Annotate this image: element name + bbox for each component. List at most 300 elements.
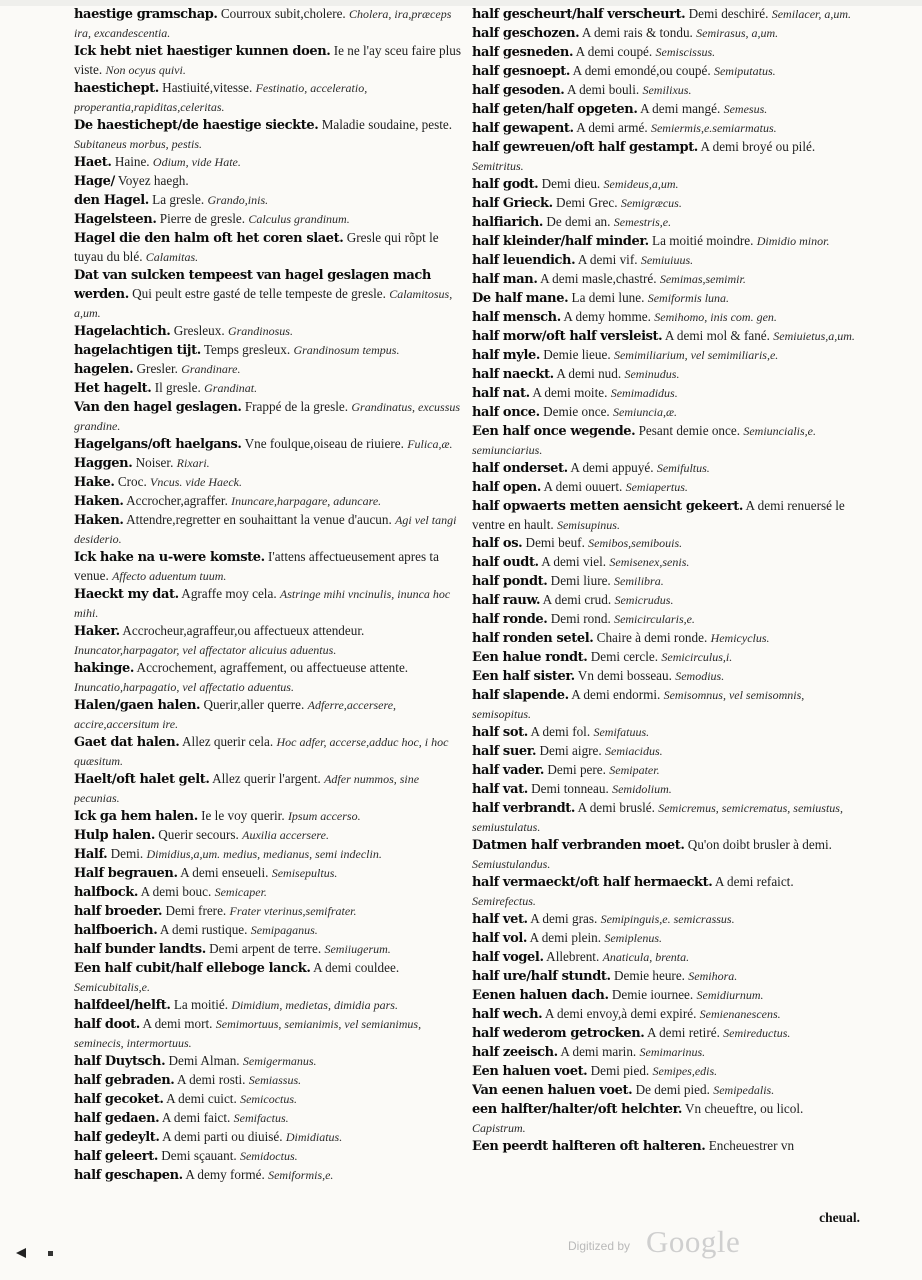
entry-latin: Semiustulandus.	[472, 857, 551, 871]
left-column	[74, 5, 462, 1185]
entry-french: A demi enseueli.	[180, 865, 269, 880]
entry-latin: Semideus,a,um.	[603, 177, 679, 191]
entry-french: A demi mort.	[142, 1016, 213, 1031]
entry-french: Courroux subit,cholere.	[220, 6, 346, 21]
dictionary-entry	[472, 667, 860, 686]
right-column	[472, 5, 860, 1156]
entry-headword: halfdeel/helft.	[74, 998, 171, 1013]
entry-headword: half gesneden.	[472, 45, 574, 60]
entry-latin: Vncus. vide Haeck.	[150, 475, 243, 489]
dictionary-entry	[472, 100, 860, 119]
entry-french: A demi vif.	[577, 252, 638, 267]
entry-latin: Semiuiuus.	[640, 253, 694, 267]
entry-latin: Semihora.	[688, 969, 738, 983]
entry-latin: Semicremus, semicrematus, semiustus, semiustulatus.	[472, 801, 843, 834]
entry-latin: Dimidiatus.	[285, 1130, 343, 1144]
entry-french: A demi marin.	[560, 1044, 637, 1059]
entry-latin: Semisenex,senis.	[609, 555, 690, 569]
dictionary-entry	[74, 1128, 462, 1147]
entry-latin: Semicircularis,e.	[614, 612, 695, 626]
entry-headword: half nat.	[472, 386, 530, 401]
entry-headword: half wech.	[472, 1007, 543, 1022]
entry-french: Demie lieue.	[543, 347, 611, 362]
entry-headword: half leuendich.	[472, 253, 576, 268]
dictionary-entry	[74, 492, 462, 511]
entry-french: Demi arpent de terre.	[209, 941, 322, 956]
entry-headword: hagelachtigen tijt.	[74, 343, 201, 358]
dictionary-entry	[472, 43, 860, 62]
entry-french: A demi bouc.	[140, 884, 212, 899]
entry-headword: half pondt.	[472, 574, 548, 589]
entry-headword: Haken.	[74, 513, 124, 528]
entry-french: Pesant demie once.	[638, 423, 741, 438]
entry-french: Demi dieu.	[541, 176, 601, 191]
entry-headword: half once.	[472, 405, 540, 420]
entry-headword: Half.	[74, 847, 108, 862]
entry-latin: Semicoctus.	[240, 1092, 298, 1106]
entry-latin: Calamitosus, a,um.	[74, 287, 453, 320]
entry-french: Accrochement, agraffement, ou affectueuse attente.	[136, 660, 409, 675]
dictionary-entry	[472, 478, 860, 497]
entry-latin: Grandinosus.	[227, 324, 293, 338]
dictionary-entry	[472, 403, 860, 422]
entry-latin: Semicaper.	[214, 885, 267, 899]
entry-latin: Semiuietus,a,um.	[773, 329, 855, 343]
entry-french: Noiser.	[135, 455, 174, 470]
entry-french: Gresle qui rõpt le tuyau du blé.	[74, 230, 439, 264]
dictionary-entry	[74, 659, 462, 696]
dictionary-entry	[74, 864, 462, 883]
entry-latin: Semireductus.	[723, 1026, 791, 1040]
entry-french: La moitié moindre.	[652, 233, 754, 248]
dictionary-entry	[74, 266, 462, 322]
entry-headword: half ronden setel.	[472, 631, 594, 646]
entry-latin: Semiacidus.	[605, 744, 663, 758]
entry-headword: Hage/	[74, 174, 115, 189]
entry-french: Gresler.	[136, 361, 178, 376]
dictionary-entry	[74, 454, 462, 473]
dictionary-entry	[472, 986, 860, 1005]
dictionary-entry	[472, 1100, 860, 1137]
entry-headword: half geschozen.	[472, 26, 580, 41]
entry-french: A demi renuersé le ventre en hault.	[472, 498, 845, 532]
dictionary-entry	[472, 1137, 860, 1156]
entry-french: Demi.	[110, 846, 144, 861]
dictionary-entry	[472, 365, 860, 384]
entry-headword: half oudt.	[472, 555, 539, 570]
entry-french: Demi aigre.	[539, 743, 602, 758]
entry-latin: Subitaneus morbus, pestis.	[74, 137, 203, 151]
entry-latin: Semisupinus.	[556, 518, 620, 532]
entry-headword: Haggen.	[74, 456, 133, 471]
dictionary-entry	[74, 435, 462, 454]
entry-latin: Grandinatus, excussus grandine.	[74, 400, 461, 433]
entry-headword: half wederom getrocken.	[472, 1026, 645, 1041]
dictionary-entry	[74, 770, 462, 807]
entry-french: Demi deschiré.	[688, 6, 769, 21]
arrow-marker-icon	[16, 1248, 26, 1258]
entry-french: A demi fol.	[530, 724, 591, 739]
dictionary-entry	[472, 384, 860, 403]
entry-latin: Semigermanus.	[242, 1054, 317, 1068]
entry-headword: Datmen half verbranden moet.	[472, 838, 685, 853]
dictionary-entry	[74, 1015, 462, 1052]
entry-french: A demi gras.	[530, 911, 598, 926]
entry-french: Allez querir cela.	[182, 734, 274, 749]
entry-french: A demi viel.	[541, 554, 607, 569]
entry-headword: Halen/gaen halen.	[74, 698, 201, 713]
entry-french: Maladie soudaine, peste.	[321, 117, 453, 132]
watermark-label: Digitized by	[568, 1239, 631, 1253]
entry-headword: Dat van sulcken tempeest van hagel geslagen mach werden.	[74, 268, 431, 302]
entry-french: A demi mol & fané.	[664, 328, 770, 343]
dictionary-entry	[472, 232, 860, 251]
dictionary-entry	[74, 5, 462, 42]
dictionary-entry	[472, 270, 860, 289]
entry-latin: Semipaganus.	[250, 923, 318, 937]
entry-headword: half morw/oft half versleist.	[472, 329, 663, 344]
entry-french: La moitié.	[173, 997, 229, 1012]
entry-french: Ie le voy querir.	[201, 808, 285, 823]
entry-french: Demi pied.	[590, 1063, 650, 1078]
dictionary-entry	[472, 799, 860, 836]
entry-latin: Semestris,e.	[613, 215, 672, 229]
entry-latin: Inuncatio,harpagatio, vel affectatio aduentus.	[74, 680, 294, 694]
entry-headword: De half mane.	[472, 291, 569, 306]
entry-french: A demi envoy,à demi expiré.	[544, 1006, 697, 1021]
entry-latin: Hemicyclus.	[710, 631, 770, 645]
dictionary-entry	[74, 940, 462, 959]
dictionary-entry	[472, 213, 860, 232]
entry-headword: half vat.	[472, 782, 528, 797]
entry-latin: Hoc adfer, accerse,adduc hoc, i hoc quæsitum.	[74, 735, 449, 768]
entry-headword: half gewreuen/oft half gestampt.	[472, 140, 698, 155]
entry-latin: Dimidius,a,um. medius, medianus, semi indeclin.	[146, 847, 382, 861]
entry-headword: half gedaen.	[74, 1111, 160, 1126]
entry-headword: half Grieck.	[472, 196, 553, 211]
entry-latin: Adferre,accersere, accire,accersitum ire.	[74, 698, 397, 731]
entry-headword: Haken.	[74, 494, 124, 509]
entry-headword: half mensch.	[472, 310, 561, 325]
entry-french: Demi liure.	[550, 573, 611, 588]
entry-headword: Een half sister.	[472, 669, 575, 684]
entry-latin: Semimarinus.	[639, 1045, 706, 1059]
entry-headword: half gesoden.	[472, 83, 565, 98]
entry-french: Ie ne l'ay sceu faire plus viste.	[74, 43, 461, 77]
entry-latin: Anaticula, brenta.	[602, 950, 690, 964]
entry-latin: Ipsum accerso.	[287, 809, 361, 823]
entry-french: A demi appuyé.	[570, 460, 654, 475]
dictionary-entry	[472, 1024, 860, 1043]
entry-latin: Semilibra.	[614, 574, 664, 588]
dictionary-entry	[472, 572, 860, 591]
dictionary-entry	[74, 511, 462, 548]
entry-french: A demi moite.	[532, 385, 608, 400]
entry-headword: half man.	[472, 272, 538, 287]
entry-latin: Semigræcus.	[620, 196, 682, 210]
entry-latin: Semiscissus.	[655, 45, 716, 59]
entry-french: Frappé de la gresle.	[244, 399, 349, 414]
entry-french: A demi broyé ou pilé.	[700, 139, 816, 154]
entry-latin: Semidoctus.	[239, 1149, 298, 1163]
entry-french: Haine.	[114, 154, 150, 169]
entry-latin: Semirasus, a,um.	[696, 26, 779, 40]
entry-headword: half suer.	[472, 744, 537, 759]
entry-french: De demi an.	[546, 214, 611, 229]
entry-french: Allez querir l'argent.	[212, 771, 321, 786]
entry-headword: half opwaerts metten aensicht gekeert.	[472, 499, 743, 514]
entry-headword: een halfter/halter/oft helchter.	[472, 1102, 682, 1117]
entry-french: A demi ouuert.	[543, 479, 623, 494]
entry-french: Demi Alman.	[168, 1053, 240, 1068]
entry-latin: Semimiliarium, vel semimiliaris,e.	[613, 348, 779, 362]
entry-french: Chaire à demi ronde.	[596, 630, 708, 645]
dictionary-entry	[472, 308, 860, 327]
entry-latin: Semibos,semibouis.	[588, 536, 683, 550]
entry-headword: Een halue rondt.	[472, 650, 588, 665]
entry-headword: Haeckt my dat.	[74, 587, 179, 602]
entry-french: A demi mangé.	[640, 101, 721, 116]
dictionary-entry	[74, 826, 462, 845]
dictionary-entry	[74, 153, 462, 172]
entry-headword: half onderset.	[472, 461, 568, 476]
entry-latin: Capistrum.	[472, 1121, 526, 1135]
entry-french: Qui peult estre gasté de telle tempeste de gresle.	[132, 286, 386, 301]
dictionary-entry	[74, 733, 462, 770]
entry-french: Demi pere.	[547, 762, 606, 777]
entry-headword: hagelen.	[74, 362, 134, 377]
entry-headword: Een half cubit/half elleboge lanck.	[74, 961, 311, 976]
entry-french: Il gresle.	[154, 380, 201, 395]
entry-headword: halfbock.	[74, 885, 139, 900]
entry-latin: Grandinosum tempus.	[293, 343, 400, 357]
entry-french: Pierre de gresle.	[159, 211, 246, 226]
dictionary-entry	[74, 921, 462, 940]
entry-latin: Semicirculus,i.	[661, 650, 733, 664]
entry-headword: half Duytsch.	[74, 1054, 166, 1069]
entry-latin: Semiermis,e.semiarmatus.	[650, 121, 777, 135]
entry-latin: Semimortuus, semianimis, vel semianimus, seminecis, intermortuus.	[74, 1017, 422, 1050]
entry-latin: Semifactus.	[233, 1111, 289, 1125]
entry-french: Vn cheueftre, ou licol.	[685, 1101, 804, 1116]
entry-headword: half bunder landts.	[74, 942, 206, 957]
dictionary-entry	[74, 398, 462, 435]
dictionary-entry	[472, 873, 860, 910]
entry-headword: half gecoket.	[74, 1092, 164, 1107]
dot-marker-icon	[48, 1251, 53, 1256]
entry-latin: Semipinguis,e. semicrassus.	[600, 912, 735, 926]
entry-latin: Semirefectus.	[472, 894, 536, 908]
entry-french: A demi emondé,ou coupé.	[572, 63, 711, 78]
dictionary-entry	[472, 138, 860, 175]
entry-latin: Non ocyus quivi.	[105, 63, 186, 77]
dictionary-entry	[74, 341, 462, 360]
entry-french: A demi faict.	[161, 1110, 231, 1125]
entry-headword: Hulp halen.	[74, 828, 155, 843]
dictionary-entry	[472, 948, 860, 967]
entry-headword: half doot.	[74, 1017, 140, 1032]
entry-headword: Hagel die den halm oft het coren slaet.	[74, 231, 344, 246]
entry-french: La demi lune.	[571, 290, 645, 305]
entry-headword: haestichept.	[74, 81, 159, 96]
entry-headword: half geleert.	[74, 1149, 158, 1164]
dictionary-entry	[74, 42, 462, 79]
dictionary-entry	[74, 473, 462, 492]
dictionary-entry	[472, 119, 860, 138]
entry-headword: half kleinder/half minder.	[472, 234, 649, 249]
entry-latin: Astringe mihi vncinulis, inunca hoc mihi.	[74, 587, 451, 620]
entry-headword: halfiarich.	[472, 215, 544, 230]
dictionary-entry	[472, 967, 860, 986]
entry-headword: half ronde.	[472, 612, 548, 627]
entry-headword: hakinge.	[74, 661, 134, 676]
entry-headword: Haker.	[74, 624, 120, 639]
entry-french: A demi nud.	[556, 366, 622, 381]
entry-latin: Cholera, ira,præceps ira, excandescentia.	[74, 7, 452, 40]
entry-latin: Semimadidus.	[610, 386, 678, 400]
entry-french: A demi masle,chastré.	[540, 271, 657, 286]
entry-latin: Semiiugerum.	[324, 942, 391, 956]
entry-french: Demi frere.	[165, 903, 227, 918]
dictionary-entry	[472, 648, 860, 667]
entry-headword: Haelt/oft halet gelt.	[74, 772, 210, 787]
dictionary-entry	[74, 322, 462, 341]
entry-headword: half vermaeckt/oft half hermaeckt.	[472, 875, 713, 890]
entry-latin: Semidiurnum.	[696, 988, 764, 1002]
entry-headword: Ick hebt niet haestiger kunnen doen.	[74, 44, 331, 59]
entry-headword: den Hagel.	[74, 193, 149, 208]
entry-latin: Odium, vide Hate.	[152, 155, 241, 169]
dictionary-entry	[472, 723, 860, 742]
entry-latin: Semienanescens.	[699, 1007, 781, 1021]
entry-latin: Fulica,æ.	[407, 437, 453, 451]
dictionary-entry	[74, 360, 462, 379]
google-logo: Google	[646, 1224, 741, 1259]
entry-french: Attendre,regretter en souhaittant la venue d'aucun.	[126, 512, 392, 527]
entry-headword: Hake.	[74, 475, 115, 490]
dictionary-entry	[472, 836, 860, 873]
entry-latin: Semisepultus.	[271, 866, 338, 880]
entry-latin: Dimidio minor.	[756, 234, 830, 248]
dictionary-entry	[472, 1005, 860, 1024]
entry-headword: half sot.	[472, 725, 528, 740]
dictionary-entry	[472, 62, 860, 81]
entry-french: Accrocher,agraffer.	[126, 493, 228, 508]
entry-headword: Hagelachtich.	[74, 324, 171, 339]
entry-headword: Ick ga hem halen.	[74, 809, 198, 824]
entry-headword: Half begrauen.	[74, 866, 178, 881]
entry-french: A demi bruslé.	[577, 800, 655, 815]
entry-latin: Semicubitalis,e.	[74, 980, 150, 994]
entry-headword: half broeder.	[74, 904, 163, 919]
dictionary-entry	[74, 1166, 462, 1185]
entry-french: Demi cercle.	[590, 649, 659, 664]
entry-french: Hastiuité,vitesse.	[162, 80, 253, 95]
entry-french: A demi rustique.	[159, 922, 248, 937]
entry-french: A demi plein.	[529, 930, 602, 945]
entry-french: I'attens affectueusement apres ta venue.	[74, 549, 439, 583]
dictionary-entry	[472, 742, 860, 761]
entry-latin: Grandinare.	[181, 362, 241, 376]
entry-latin: Semilixus.	[642, 83, 692, 97]
dictionary-entry	[472, 629, 860, 648]
entry-latin: Grandinat.	[204, 381, 258, 395]
dictionary-entry	[472, 289, 860, 308]
dictionary-entry	[472, 780, 860, 799]
entry-headword: halfboerich.	[74, 923, 158, 938]
entry-french: Demie heure.	[613, 968, 685, 983]
entry-french: A demi rosti.	[176, 1072, 246, 1087]
dictionary-entry	[74, 210, 462, 229]
entry-headword: Hagelsteen.	[74, 212, 157, 227]
entry-french: A demy homme.	[563, 309, 651, 324]
entry-headword: half rauw.	[472, 593, 541, 608]
entry-french: Voyez haegh.	[117, 173, 189, 188]
catchword: cheual.	[819, 1210, 860, 1225]
entry-headword: half gebraden.	[74, 1073, 175, 1088]
dictionary-entry	[472, 1081, 860, 1100]
entry-headword: half vol.	[472, 931, 528, 946]
entry-latin: Semiapertus.	[625, 480, 688, 494]
entry-french: La gresle.	[152, 192, 205, 207]
dictionary-entry	[74, 1052, 462, 1071]
dictionary-entry	[472, 1043, 860, 1062]
entry-latin: Semipater.	[609, 763, 660, 777]
entry-french: A demi retiré.	[647, 1025, 720, 1040]
entry-headword: Een half once wegende.	[472, 424, 636, 439]
entry-latin: Adfer nummos, sine pecunias.	[74, 772, 420, 805]
entry-french: Demi sçauant.	[161, 1148, 237, 1163]
entry-french: Encheuestrer vn	[708, 1138, 795, 1153]
dictionary-entry	[74, 1071, 462, 1090]
entry-latin: Semifultus.	[656, 461, 710, 475]
entry-latin: Semilacer, a,um.	[771, 7, 852, 21]
dictionary-entry	[472, 5, 860, 24]
entry-french: Demi rond.	[550, 611, 611, 626]
dictionary-entry	[74, 379, 462, 398]
entry-french: A demi rais & tondu.	[581, 25, 693, 40]
dictionary-entry	[472, 910, 860, 929]
entry-latin: Semiformis luna.	[647, 291, 730, 305]
entry-headword: half open.	[472, 480, 541, 495]
dictionary-entry	[74, 622, 462, 659]
entry-latin: Dimidium, medietas, dimidia pars.	[231, 998, 398, 1012]
entry-headword: Van eenen haluen voet.	[472, 1083, 633, 1098]
dictionary-entry	[74, 1147, 462, 1166]
dictionary-entry	[74, 1109, 462, 1128]
dictionary-entry	[74, 883, 462, 902]
entry-latin: Semipedalis.	[713, 1083, 775, 1097]
entry-headword: half geten/half opgeten.	[472, 102, 638, 117]
entry-latin: Semiformis,e.	[268, 1168, 334, 1182]
entry-french: Temps gresleux.	[203, 342, 291, 357]
entry-french: Qu'on doibt brusler à demi.	[687, 837, 832, 852]
entry-latin: Semicrudus.	[614, 593, 674, 607]
entry-headword: half verbrandt.	[472, 801, 576, 816]
entry-headword: half ure/half stundt.	[472, 969, 611, 984]
entry-french: Croc.	[117, 474, 147, 489]
entry-latin: Calamitas.	[145, 250, 199, 264]
dictionary-entry	[472, 251, 860, 270]
dictionary-entry	[74, 191, 462, 210]
entry-headword: half vet.	[472, 912, 528, 927]
entry-french: A demi armé.	[576, 120, 648, 135]
entry-headword: Gaet dat halen.	[74, 735, 180, 750]
entry-french: A demy formé.	[185, 1167, 265, 1182]
entry-french: Querir,aller querre.	[203, 697, 305, 712]
entry-french: Demi beuf.	[525, 535, 585, 550]
entry-french: A demi cuict.	[166, 1091, 237, 1106]
